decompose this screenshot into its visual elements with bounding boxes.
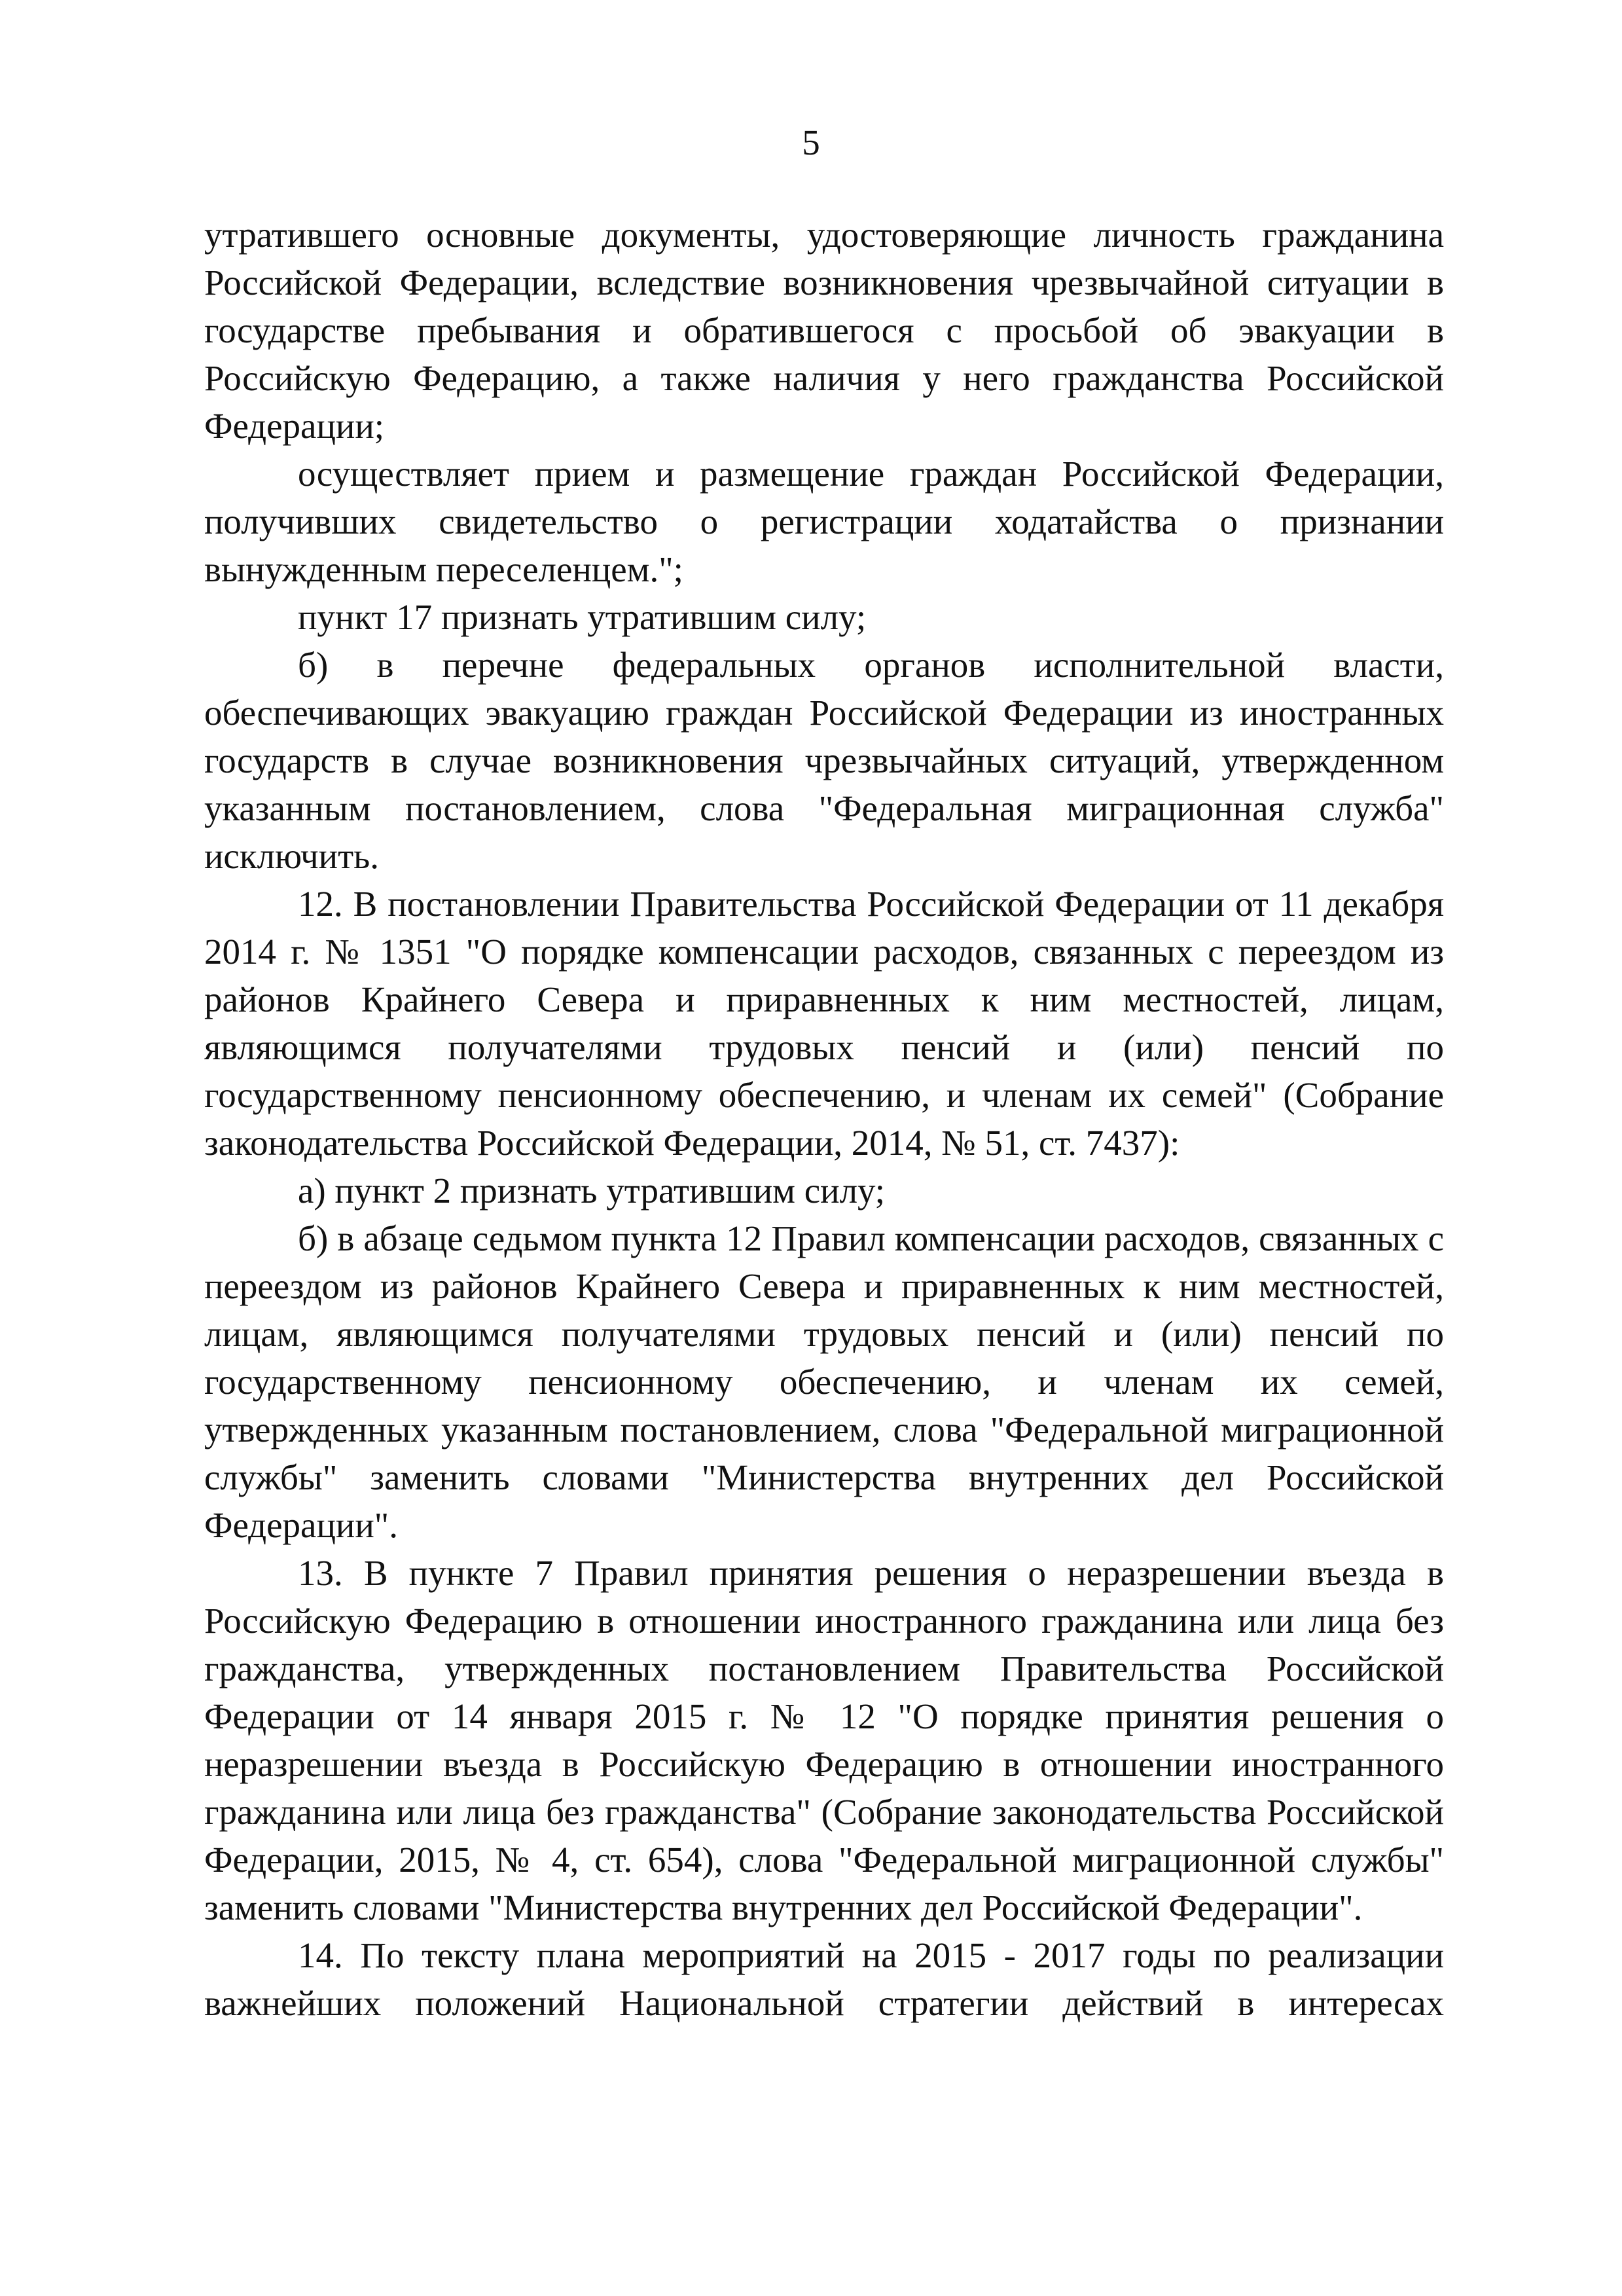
paragraph-continuation: утратившего основные документы, удостоверяющие личность гражданина Российской Федерации, вследствие возникновения чрезвычайной ситуации в государстве пребывания и обратившегося с просьбой об эвакуации в Российскую Федерацию, а также наличия у него гражданства Российской Федерации; <box>204 215 1444 446</box>
paragraph: осуществляет прием и размещение граждан Российской Федерации, получивших свидетельство о регистрации ходатайства о признании вынужденным переселенцем."; <box>204 454 1444 589</box>
paragraph: б) в абзаце седьмом пункта 12 Правил компенсации расходов, связанных с переездом из районов Крайнего Севера и приравненных к ним местностей, лицам, являющимся получателями трудовых пенсий и (или) пенсий по государственному пенсионному обеспечению, и членам их семей, утвержденных указанным постановлением, слова "Федеральной миграционной службы" заменить словами "Министерства внутренних дел Российской Федерации". <box>204 1218 1444 1545</box>
paragraph: а) пункт 2 признать утратившим силу; <box>298 1171 886 1211</box>
page-number: 5 <box>802 122 820 162</box>
document-body <box>204 211 1444 2027</box>
paragraph-item-12: 12. В постановлении Правительства Российской Федерации от 11 декабря 2014 г. № 1351 "О порядке компенсации расходов, связанных с переездом из районов Крайнего Севера и приравненных к ним местностей, лицам, являющимся получателями трудовых пенсий и (или) пенсий по государственному пенсионному обеспечению, и членам их семей" (Собрание законодательства Российской Федерации, 2014, № 51, ст. 7437): <box>204 884 1444 1163</box>
paragraph: пункт 17 признать утратившим силу; <box>298 597 867 637</box>
paragraph: б) в перечне федеральных органов исполнительной власти, обеспечивающих эвакуацию граждан Российской Федерации из иностранных государств в случае возникновения чрезвычайных ситуаций, утвержденном указанным постановлением, слова "Федеральная миграционная служба" исключить. <box>204 645 1444 876</box>
paragraph-item-14: 14. По тексту плана мероприятий на 2015 - 2017 годы по реализации важнейших положений Национальной стратегии действий в интересах <box>204 1935 1444 2023</box>
paragraph-item-13: 13. В пункте 7 Правил принятия решения о неразрешении въезда в Российскую Федерацию в отношении иностранного гражданина или лица без гражданства, утвержденных постановлением Правительства Российской Федерации от 14 января 2015 г. № 12 "О порядке принятия решения о неразрешении въезда в Российскую Федерацию в отношении иностранного гражданина или лица без гражданства" (Собрание законодательства Российской Федерации, 2015, № 4, ст. 654), слова "Федеральной миграционной службы" заменить словами "Министерства внутренних дел Российской Федерации". <box>204 1553 1444 1927</box>
